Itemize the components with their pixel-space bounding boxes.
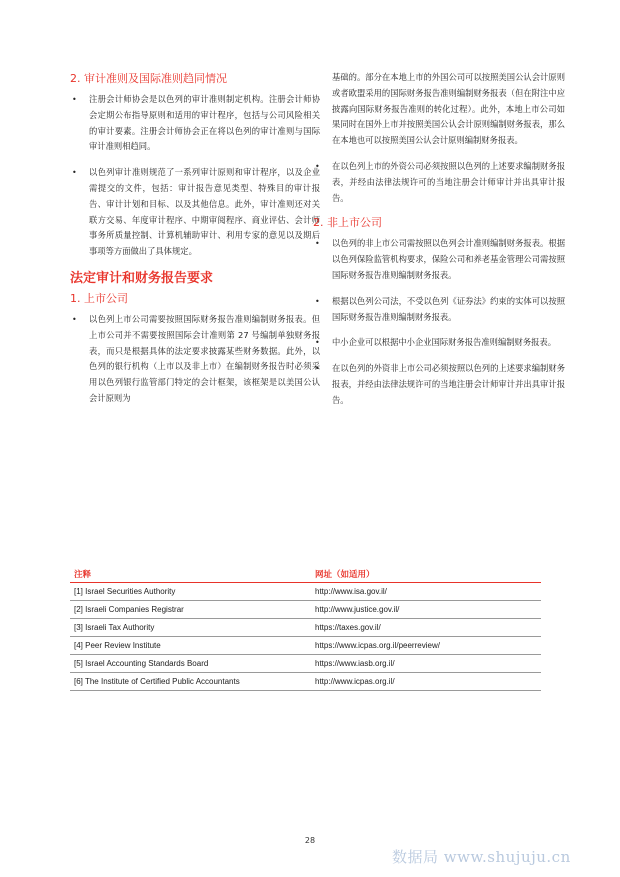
- table-row: [70, 619, 541, 637]
- note-cell: [4] Peer Review Institute: [70, 637, 311, 655]
- note-cell: [3] Israeli Tax Authority: [70, 619, 311, 637]
- list-item: • 在以色列上市的外资公司必须按照以色列的上述要求编制财务报表，并经由法律法规许可的当地注册会计师审计并出具审计报告。: [313, 159, 565, 206]
- header-url: 网址（如适用）: [311, 568, 541, 583]
- note-cell: [6] The Institute of Certified Public Accountants: [70, 673, 311, 691]
- list-item: • 根据以色列公司法，不受以色列《证券法》约束的实体可以按照国际财务报告准则编制财务报表。: [313, 294, 565, 326]
- note-cell: [2] Israeli Companies Registrar: [70, 601, 311, 619]
- section-heading-audit-standards: 2. 审计准则及国际准则趋同情况: [70, 72, 227, 85]
- listed-companies-list: [70, 312, 320, 407]
- url-cell[interactable]: https://www.icpas.org.il/peerreview/: [311, 637, 541, 655]
- table-header-row: [70, 568, 541, 583]
- table-row: [70, 655, 541, 673]
- url-cell[interactable]: https://taxes.gov.il/: [311, 619, 541, 637]
- audit-standards-list: [70, 92, 320, 260]
- main-heading-statutory-audit: 法定审计和财务报告要求: [70, 270, 214, 286]
- list-item: • 注册会计师协会是以色列的审计准则制定机构。注册会计师协会定期公布指导原则和适用的审计程序，包括与公司风险相关的审计要素。注册会计师协会正在将以色列的审计准则与国际审计准则相趋同。: [70, 92, 320, 155]
- list-item: • 以色列的非上市公司需按照以色列会计准则编制财务报表。根据以色列保险监管机构要求，保险公司和养老基金管理公司需按照国际财务报告准则编制财务报表。: [313, 236, 565, 283]
- foreign-listed-list: [313, 159, 565, 206]
- right-column: [313, 70, 565, 419]
- unlisted-companies-list: [313, 236, 565, 408]
- note-cell: [5] Israel Accounting Standards Board: [70, 655, 311, 673]
- note-cell: [1] Israel Securities Authority: [70, 583, 311, 601]
- watermark: 数据局 www.shujuju.cn: [392, 848, 571, 866]
- url-cell[interactable]: http://www.justice.gov.il/: [311, 601, 541, 619]
- left-column: [70, 70, 320, 417]
- table-row: [70, 673, 541, 691]
- continued-paragraph: 基础的。部分在本地上市的外国公司可以按照美国公认会计原则或者欧盟采用的国际财务报告准则编制财务报表（但在附注中应披露向国际财务报告准则的转化过程）。此外，本地上市公司如果同时在国外上市并按照美国公认会计原则编制财务报表，那么在本地也可以按照美国公认会计原则编制财务报表。: [332, 72, 565, 146]
- references-table: [70, 568, 541, 691]
- table-row: [70, 637, 541, 655]
- table-row: [70, 583, 541, 601]
- list-item: • 以色列上市公司需要按照国际财务报告准则编制财务报表。但上市公司并不需要按照国际会计准则第 27 号编制单独财务报表，而只是根据具体的法定要求披露某些财务数据。此外，以色列的银行机构（上市以及非上市）在编制财务报告时必须采用以色列银行监管部门特定的会计框架，该框架是以美国公认会计原则为: [70, 312, 320, 407]
- header-notes: 注释: [70, 568, 311, 583]
- url-cell[interactable]: http://www.icpas.org.il/: [311, 673, 541, 691]
- table-row: [70, 601, 541, 619]
- list-item: • 中小企业可以根据中小企业国际财务报告准则编制财务报表。: [313, 335, 565, 351]
- subheading-unlisted-companies: 2. 非上市公司: [313, 216, 382, 230]
- url-cell[interactable]: https://www.iasb.org.il/: [311, 655, 541, 673]
- url-cell[interactable]: http://www.isa.gov.il/: [311, 583, 541, 601]
- list-item: • 以色列审计准则规范了一系列审计原则和审计程序，以及企业需提交的文件，包括：审计报告意见类型、特殊目的审计报告、审计计划和目标、以及其他信息。此外，审计准则还对关联方交易、年度审计程序、中期审阅程序、商业评估、会计师事务所质量控制、计算机辅助审计、利用专家的意见以及期后事项等方面做出了具体规定。: [70, 165, 320, 260]
- subheading-listed-companies: 1. 上市公司: [70, 291, 128, 305]
- page-number: 28: [304, 836, 316, 845]
- list-item: • 在以色列的外资非上市公司必须按照以色列的上述要求编制财务报表，并经由法律法规许可的当地注册会计师审计并出具审计报告。: [313, 361, 565, 408]
